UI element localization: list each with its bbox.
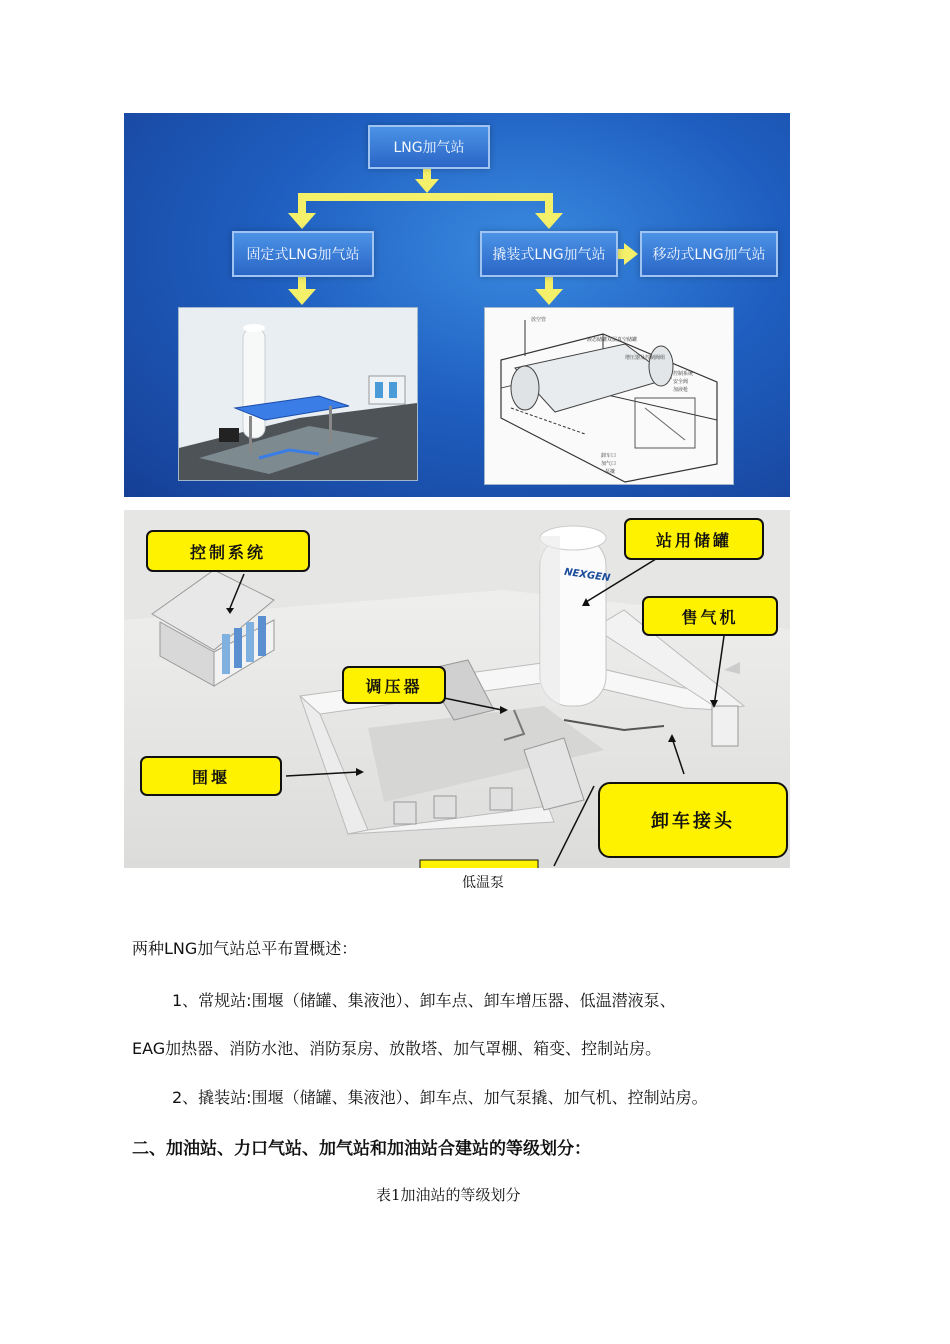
skid-label-nozzle: 加液枪	[673, 387, 689, 393]
arrow-right-head	[535, 213, 563, 229]
arrow-mobile-head	[624, 243, 638, 265]
skid-label-control: 控制系统	[673, 371, 694, 377]
callout-dispenser: 售气机	[642, 596, 778, 636]
node-lng-station: LNG加气站	[368, 125, 490, 169]
skid-label-fill: 加气口	[601, 461, 617, 467]
fixed-station-drawing	[179, 308, 417, 480]
photo-caption: 低温泵	[462, 875, 504, 891]
storage-tank-shape	[243, 328, 265, 438]
node-mobile-station: 移动式LNG加气站	[640, 231, 778, 277]
item1-line2: EAG加热器、消防水池、消防泵房、放散塔、加气罩棚、箱变、控制站房。	[132, 1039, 662, 1058]
node-skid-station: 撬装式LNG加气站	[480, 231, 618, 277]
tank-logo: NEXGEN	[563, 566, 611, 585]
arrow-branch-bar	[298, 193, 552, 201]
arrow-root-stem	[423, 167, 431, 181]
callout-regulator: 调压器	[342, 666, 446, 704]
item1-line1: 1、常规站:围堰（储罐、集液池）、卸车点、卸车增压器、低温潜液泵、	[172, 991, 676, 1010]
skid-label-valve: 安全阀	[673, 379, 689, 385]
skid-label-tank: 液态储罐双层真空储罐	[587, 337, 638, 343]
node-fixed-station: 固定式LNG加气站	[232, 231, 374, 277]
callout-control-system: 控制系统	[146, 530, 310, 572]
skid-station-illustration	[484, 307, 734, 485]
lng-station-type-diagram	[124, 113, 790, 497]
arrow-root-head	[415, 179, 439, 193]
callout-storage-tank: 站用储罐	[624, 518, 764, 560]
arrow-fixed-image-head	[288, 289, 316, 305]
section-heading: 二、加油站、力口气站、加气站和加油站合建站的等级划分：	[132, 1139, 591, 1159]
skid-label-vent: 放空管	[531, 317, 547, 323]
item2-line: 2、撬装站:围堰（储罐、集液池）、卸车点、加气泵撬、加气机、控制站房。	[172, 1088, 708, 1107]
arrow-left-head	[288, 213, 316, 229]
skid-label-pump-skid: 泵撬	[605, 469, 616, 475]
callout-unloading-joint: 卸车接头	[598, 782, 788, 858]
fixed-station-illustration	[178, 307, 418, 481]
skid-label-unload: 卸车口	[601, 453, 617, 459]
station-layout-rendering	[124, 510, 790, 868]
dike-left-wall	[300, 696, 368, 834]
arrow-skid-image-head	[535, 289, 563, 305]
skid-label-booster: 增压器及控制阀组	[625, 355, 666, 361]
callout-dike: 围堰	[140, 756, 282, 796]
table-caption: 表1加油站的等级划分	[376, 1186, 521, 1204]
intro-line: 两种LNG加气站总平布置概述：	[132, 939, 358, 958]
